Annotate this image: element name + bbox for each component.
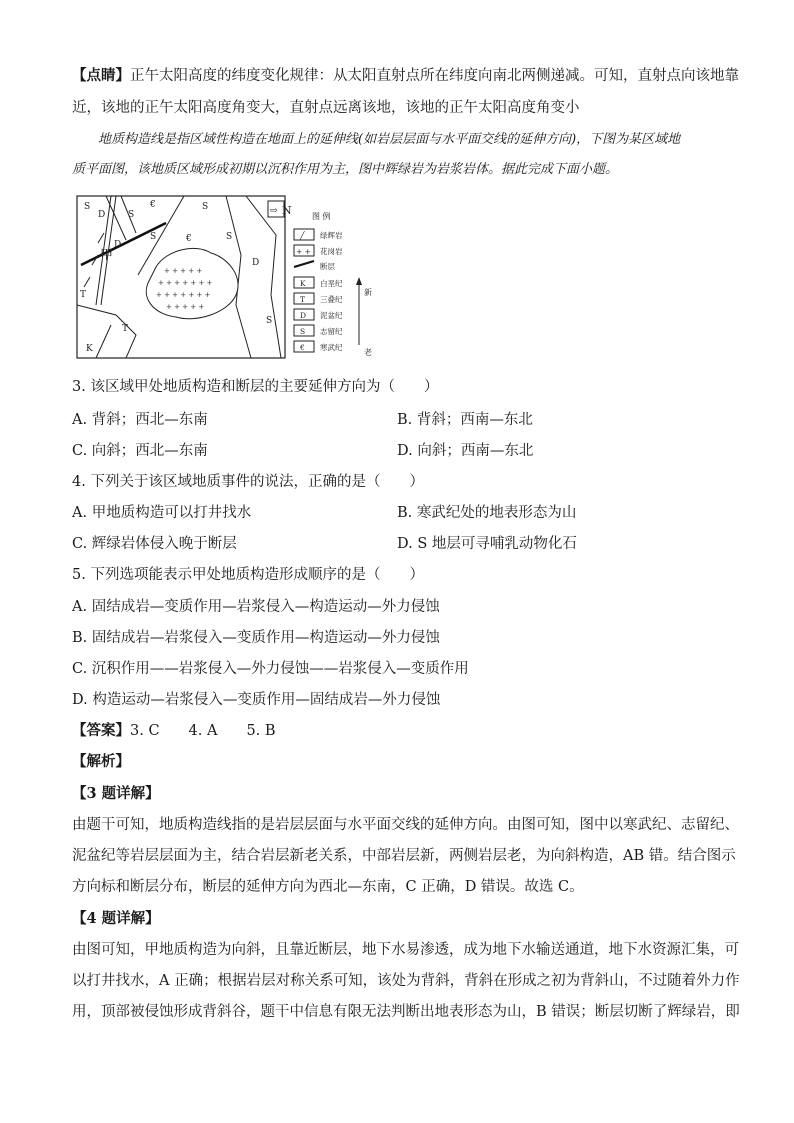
dianjing-line-1 bbox=[72, 66, 739, 86]
boundary-line bbox=[246, 196, 281, 358]
legend-fault-symbol bbox=[294, 261, 314, 267]
question-5-option-b[interactable]: B. 固结成岩—岩浆侵入—变质作用—构造运动—外力侵蚀 bbox=[72, 630, 440, 646]
region-label: T bbox=[122, 324, 129, 334]
age-arrow-old: 老 bbox=[364, 348, 372, 357]
question-5-option-c[interactable]: C. 沉积作用——岩浆侵入—外力侵蚀——岩浆侵入—变质作用 bbox=[72, 661, 469, 677]
question-3-option-c[interactable]: C. 向斜；西北—东南 bbox=[72, 443, 208, 459]
legend-label: 花岗岩 bbox=[320, 247, 343, 256]
boundary-line bbox=[106, 196, 126, 240]
svg-text:+ + + + +: + + + + + bbox=[166, 303, 205, 311]
question-4-option-a[interactable]: A. 甲地质构造可以打井找水 bbox=[72, 505, 252, 521]
legend-label: 志留纪 bbox=[320, 327, 343, 336]
boundary-line bbox=[96, 325, 111, 358]
legend-symbol: K bbox=[300, 279, 306, 288]
answer-text: 3. C 4. A 5. B bbox=[130, 723, 276, 739]
legend-symbol: + + bbox=[296, 247, 311, 256]
region-label: T bbox=[80, 290, 87, 300]
north-label: N bbox=[282, 204, 292, 217]
region-label: D bbox=[98, 210, 106, 220]
region-label: S bbox=[266, 316, 273, 326]
dianjing-line-2: 近，该地的正午太阳高度角变大，直射点远离该地，该地的正午太阳高度角变小 bbox=[72, 100, 580, 116]
region-label: S bbox=[226, 232, 233, 242]
age-arrow-head bbox=[356, 277, 362, 285]
region-label: K bbox=[86, 344, 93, 354]
region-label: S bbox=[84, 202, 91, 212]
detail-3-tag: 【3 题详解】 bbox=[72, 785, 160, 802]
legend-symbol: ╱ bbox=[300, 231, 305, 240]
legend-symbol: S bbox=[300, 327, 306, 336]
fault-line bbox=[81, 223, 166, 265]
region-label: € bbox=[186, 234, 192, 244]
question-4-option-b[interactable]: B. 寒武纪处的地表形态为山 bbox=[397, 505, 577, 521]
legend-label: 泥盆纪 bbox=[320, 311, 343, 320]
legend-label: 三叠纪 bbox=[320, 295, 343, 304]
detail-4-line: 由图可知，甲地质构造为向斜，且靠近断层，地下水易渗透，成为地下水输送通道，地下水资源汇集，可 bbox=[72, 942, 739, 958]
question-3-stem: 3. 该区域甲处地质构造和断层的主要延伸方向为（ ） bbox=[72, 379, 439, 395]
dianjing-tag: 【点睛】 bbox=[72, 67, 130, 84]
question-5-option-a[interactable]: A. 固结成岩—变质作用—岩浆侵入—构造运动—外力侵蚀 bbox=[72, 599, 440, 615]
question-3-option-a[interactable]: A. 背斜；西北—东南 bbox=[72, 412, 208, 428]
geologic-map bbox=[76, 195, 376, 360]
legend-label: 白垩纪 bbox=[320, 279, 343, 288]
region-label: S bbox=[202, 202, 209, 212]
detail-3-line: 由题干可知，地质构造线指的是岩层层面与水平面交线的延伸方向。由图可知，图中以寒武纪、志留纪、 bbox=[72, 817, 739, 833]
question-3-option-b[interactable]: B. 背斜；西南—东北 bbox=[397, 412, 533, 428]
north-arrow-icon: ⇨ bbox=[270, 206, 278, 216]
region-label: S bbox=[128, 210, 135, 220]
detail-4-tag: 【4 题详解】 bbox=[72, 910, 160, 927]
analysis-tag: 【解析】 bbox=[72, 753, 130, 770]
question-3-option-d[interactable]: D. 向斜；西南—东北 bbox=[397, 443, 534, 459]
detail-4-line: 以打井找水，A 正确；根据岩层对称关系可知，该处为背斜，背斜在形成之初为背斜山，不过随着外力作 bbox=[72, 973, 740, 989]
intro-line-1: 地质构造线是指区域性构造在地面上的延伸线(如岩层层面与水平面交线的延伸方向)，下图为某区域地 bbox=[98, 132, 681, 147]
answer-tag: 【答案】 bbox=[72, 722, 130, 739]
legend-label: 断层 bbox=[320, 262, 335, 271]
svg-text:+ + + + +: + + + + + bbox=[164, 267, 203, 275]
question-5-option-d[interactable]: D. 构造运动—岩浆侵入—变质作用—固结成岩—外力侵蚀 bbox=[72, 692, 441, 708]
region-label: D bbox=[114, 240, 122, 250]
legend-title: 图 例 bbox=[312, 212, 331, 221]
question-4-stem: 4. 下列关于该区域地质事件的说法，正确的是（ ） bbox=[72, 474, 424, 490]
legend-symbol: € bbox=[300, 343, 305, 352]
detail-4-line: 用，顶部被侵蚀形成背斜谷，题干中信息有限无法判断出地表形态为山，B 错误；断层切断了辉绿岩，即 bbox=[72, 1004, 740, 1020]
detail-3-line: 方向标和断层分布，断层的延伸方向为西北—东南，C 正确，D 错误。故选 C。 bbox=[72, 879, 584, 895]
legend bbox=[294, 229, 343, 352]
legend-symbol: T bbox=[300, 295, 306, 304]
region-label: € bbox=[150, 200, 156, 210]
legend-label: 寒武纪 bbox=[320, 343, 343, 352]
question-4-option-d[interactable]: D. S 地层可寻哺乳动物化石 bbox=[397, 536, 577, 552]
jia-label: 甲 bbox=[100, 248, 114, 263]
legend-label: 绿辉岩 bbox=[320, 231, 343, 240]
question-4-option-c[interactable]: C. 辉绿岩体侵入晚于断层 bbox=[72, 536, 237, 552]
age-arrow-new: 新 bbox=[364, 288, 372, 297]
region-label: D bbox=[252, 258, 260, 268]
detail-3-line: 泥盆纪等岩层层面为主，结合岩层新老关系，中部岩层新，两侧岩层老，为向斜构造，AB 错。结合图示 bbox=[72, 848, 736, 864]
answer-line bbox=[72, 721, 276, 741]
dianjing-text-1: 正午太阳高度的纬度变化规律：从太阳直射点所在纬度向南北两侧递减。可知，直射点向该地靠 bbox=[130, 68, 739, 84]
question-5-stem: 5. 下列选项能表示甲处地质构造形成顺序的是（ ） bbox=[72, 567, 424, 583]
svg-text:+ + + + + + +: + + + + + + + bbox=[156, 291, 211, 299]
svg-text:+ + + + + + +: + + + + + + + bbox=[158, 279, 213, 287]
region-label: S bbox=[150, 232, 157, 242]
intro-line-2: 质平面图，该地质区域形成初期以沉积作用为主，图中辉绿岩为岩浆岩体。据此完成下面小题。 bbox=[72, 162, 619, 177]
legend-symbol: D bbox=[300, 311, 307, 320]
